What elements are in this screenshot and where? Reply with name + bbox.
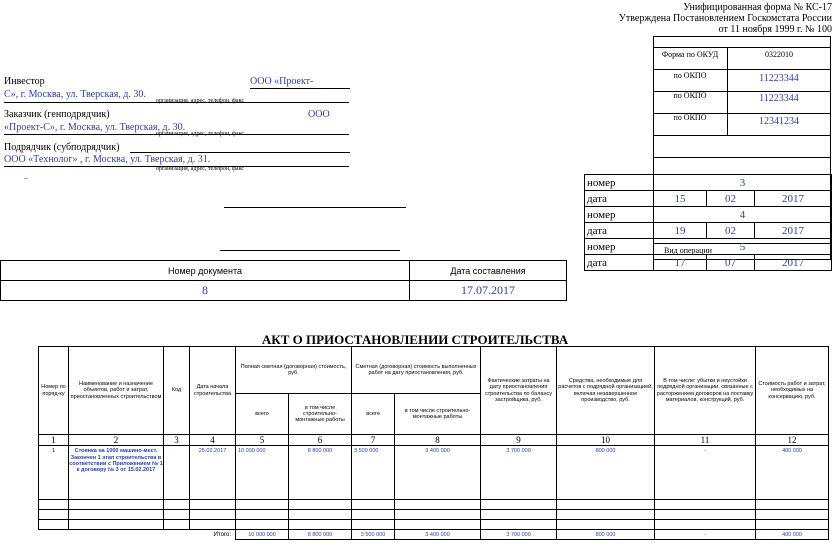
header-start-date: Дата начала строительства [190, 347, 236, 435]
col-number: 2 [69, 435, 164, 446]
contract-date-row [585, 223, 832, 239]
row-done-smr: 3 400 000 [395, 446, 481, 500]
signature-line [220, 250, 400, 251]
form-approval: Утверждена Постановлением Госкомстата России [618, 13, 832, 24]
form-approval-date: от 11 ноября 1999 г. № 100 [718, 24, 832, 35]
customer-address: «Проект-С», г. Москва, ул. Тверская, д. 30. [4, 122, 186, 133]
okud-label: Форма по ОКУД [661, 50, 719, 59]
contract-date-row [585, 191, 832, 207]
form-header [619, 2, 832, 35]
contractor-name: ООО «Технолог» , г. Москва, ул. Тверская, д. 31. [4, 154, 211, 165]
table-row [39, 520, 829, 530]
number-label: номер [585, 207, 654, 223]
contract-year: 2017 [755, 255, 832, 271]
col-number: 4 [190, 435, 236, 446]
col-number: 6 [289, 435, 352, 446]
okud-value: 0322010 [765, 50, 793, 59]
number-label: номер [585, 175, 654, 191]
contract-number: 5 [654, 239, 832, 255]
header-losses: В том числе: убытки и неустойки подрядной организации, связанные с расторжением договоров на поставку материалов, конструкций, руб. [655, 347, 756, 435]
investor-name: ООО «Проект- [250, 76, 314, 87]
customer-label: Заказчик (генподрядчик) [4, 109, 110, 120]
header-code: Код [164, 347, 190, 435]
investor-address: С», г. Москва, ул. Тверская, д. 30. [4, 89, 146, 100]
contract-number-row [585, 239, 832, 255]
document-number-header: Номер документа [1, 261, 410, 281]
total-full: 10 000 000 [236, 530, 289, 540]
header-full-smr: в том числе строительно-монтажные работы [289, 394, 352, 435]
contract-number: 3 [654, 175, 832, 191]
contract-date-row [585, 255, 832, 271]
total-done-smr: 3 400 000 [395, 530, 481, 540]
total-funds: 800 000 [557, 530, 655, 540]
header-done-total: всего [352, 394, 395, 435]
table-row [39, 500, 829, 510]
row-conservation: 400 000 [756, 446, 829, 500]
contract-number-row [585, 207, 832, 223]
signature-line [224, 207, 406, 208]
total-losses: - [655, 530, 756, 540]
col-number: 12 [756, 435, 829, 446]
row-done-total: 3 500 000 [352, 446, 395, 500]
contract-year: 2017 [755, 223, 832, 239]
contractor-label: Подрядчик (субподрядчик) [4, 142, 120, 153]
suspension-table [38, 346, 829, 540]
dots: .. [24, 172, 28, 181]
row-losses: - [655, 446, 756, 500]
table-row [39, 510, 829, 520]
okpo-investor: 11223344 [759, 73, 799, 84]
okpo-label-investor: по ОКПО [673, 71, 707, 80]
column-numbers-row [39, 435, 829, 446]
contract-day: 19 [654, 223, 707, 239]
date-label: дата [585, 191, 654, 207]
header-funds: Средства, необходимые для расчетов с подрядной организацией, включая незавершенное производство, руб. [557, 347, 655, 435]
document-title: АКТ О ПРИОСТАНОВЛЕНИИ СТРОИТЕЛЬСТВА [261, 332, 569, 347]
date-label: дата [585, 255, 654, 271]
header-done-cost: Сметная (договорная) стоимость выполненных работ на дату приостановления, руб. [352, 347, 481, 394]
okpo-customer: 11223344 [759, 93, 799, 104]
okpo-label-customer: по ОКПО [673, 91, 707, 100]
total-full-smr: 8 800 000 [289, 530, 352, 540]
row-full-smr: 8 800 000 [289, 446, 352, 500]
col-number: 8 [395, 435, 481, 446]
contract-month: 02 [707, 223, 755, 239]
document-info-grid [0, 260, 567, 301]
document-date-header: Дата составления [410, 261, 567, 281]
row-code [164, 446, 190, 500]
document-date: 17.07.2017 [410, 281, 567, 301]
col-number: 1 [39, 435, 69, 446]
row-name: Стоянка на 1000 машино-мест. Закончен 1 этап строительства в соответствии с Приложением № 1 к договору № 3 от 15.02.2017 [69, 446, 164, 500]
okpo-contractor: 12341234 [759, 116, 799, 127]
col-number: 5 [236, 435, 289, 446]
contractor-hint: организация, адрес, телефон, факс [155, 166, 245, 172]
row-num: 1 [39, 446, 69, 500]
contract-number-row [585, 175, 832, 191]
contract-number: 4 [654, 207, 832, 223]
contract-day: 17 [654, 255, 707, 271]
col-number: 7 [352, 435, 395, 446]
contract-year: 2017 [755, 191, 832, 207]
totals-label: Итого: [39, 530, 236, 540]
contract-month: 07 [707, 255, 755, 271]
col-number: 10 [557, 435, 655, 446]
row-actual: 3 700 000 [481, 446, 557, 500]
totals-row [39, 530, 829, 540]
contract-day: 15 [654, 191, 707, 207]
operation-label: Вид операции [664, 246, 712, 255]
header-num: Номер по поряд-ку [39, 347, 69, 435]
header-full-total: всего [236, 394, 289, 435]
contract-month: 02 [707, 191, 755, 207]
customer-name: ООО [308, 109, 330, 120]
header-name: Наименование и назначение объектов, работ и затрат, приостановленных строительством [69, 347, 164, 435]
contracts-grid [584, 174, 832, 271]
row-funds: 800 000 [557, 446, 655, 500]
number-label: номер [585, 239, 654, 255]
header-full-cost: Полная сметная (договорная) стоимость, руб. [236, 347, 352, 394]
form-name: Унифицированная форма № КС-17 [683, 2, 832, 13]
col-number: 9 [481, 435, 557, 446]
investor-hint: организация, адрес, телефон, факс [155, 98, 245, 104]
table-row [39, 446, 829, 500]
customer-hint: организация, адрес, телефон, факс [155, 131, 245, 137]
row-start-date: 25.02.2017 [190, 446, 236, 500]
okpo-label-contractor: по ОКПО [673, 113, 707, 122]
header-conservation: Стоимость работ и затрат, необходимых на консервацию, руб. [756, 347, 829, 435]
col-number: 3 [164, 435, 190, 446]
date-label: дата [585, 223, 654, 239]
total-actual: 3 700 000 [481, 530, 557, 540]
investor-label: Инвестор [4, 76, 45, 87]
total-conservation: 400 000 [756, 530, 829, 540]
col-number: 11 [655, 435, 756, 446]
total-done: 3 500 000 [352, 530, 395, 540]
header-actual-cost: Фактические затраты на дату приостановления строительства по балансу застройщика, руб. [481, 347, 557, 435]
row-full-total: 10 000 000 [236, 446, 289, 500]
header-done-smr: в том числе строительно-монтажные работы [395, 394, 481, 435]
document-number: 8 [1, 281, 410, 301]
